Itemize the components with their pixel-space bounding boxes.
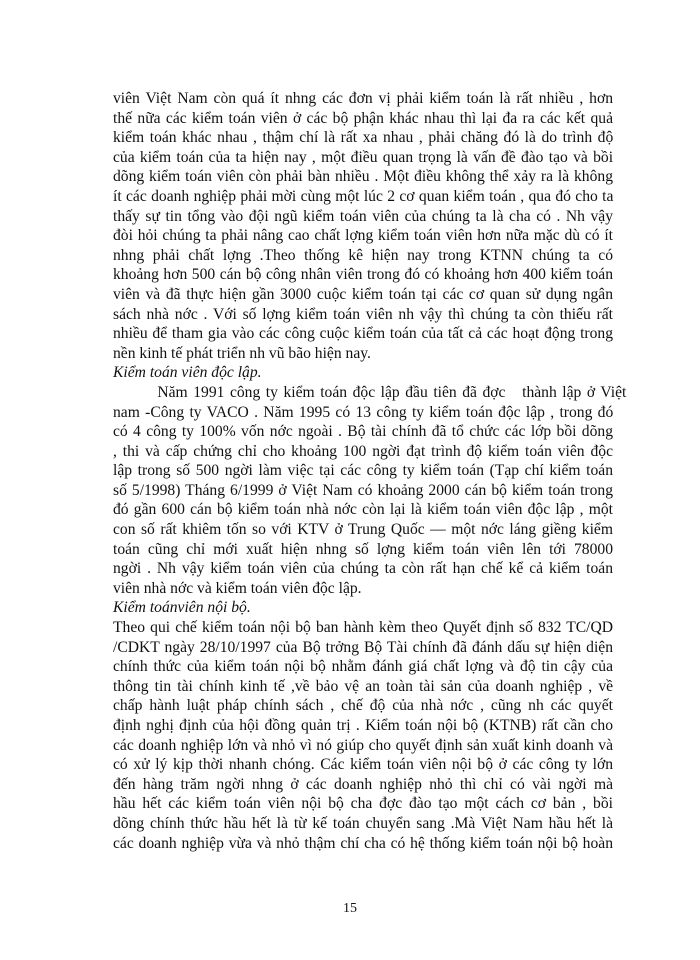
text-line: toán cũng chỉ mới xuất hiện nhng số lợng kiểm toán viên lên tới 78000 [113, 540, 613, 558]
text-line: nhng phải chất lợng .Theo thống kê hiện nay trong KTNN chúng ta có [113, 246, 613, 264]
text-line: khoảng hơn 500 cán bộ công nhân viên trong đó có khoảng hơn 400 kiểm toán [113, 266, 613, 284]
text-line: dõng kiểm toán viên còn phải bàn nhiều . Một điều không thể xảy ra là không [113, 168, 613, 186]
page-number: 15 [343, 901, 357, 916]
text-line: dõng chính thức hầu hết là từ kế toán chuyển sang .Mà Việt Nam hầu hết là [113, 814, 613, 832]
text-line: Năm 1991 công ty kiểm toán độc lập đầu tiên đã đợc thành lập ở Việt [113, 383, 627, 401]
text-line: , thi và cấp chứng chỉ cho khoảng 100 ngời đạt trình độ kiểm toán viên độc [113, 442, 613, 460]
text-line: thông tin tài chính kinh tế ,về bảo vệ an toàn tài sản của doanh nghiệp , về [113, 677, 614, 695]
text-line: hầu hết các kiểm toán viên nội bộ cha đợc đào tạo một cách cơ bản , bồi [113, 795, 613, 813]
text-line: chính thức của kiểm toán nội bộ nhằm đánh giá chất lợng và độ tin cậy của [113, 658, 613, 676]
text-line: viên Việt Nam còn quá ít nhng các đơn vị phải kiểm toán là rất nhiều , hơn [113, 90, 613, 107]
text-line: nam -Công ty VACO . Năm 1995 có 13 công ty kiểm toán độc lập , trong đó [113, 403, 614, 421]
text-line: số 5/1998) Tháng 6/1999 ở Việt Nam có khoảng 2000 cán bộ kiểm toán trong [113, 481, 613, 499]
text-line: chấp hành luật pháp chính sách , chế độ của nhà nớc , cũng nh các quyết [113, 697, 613, 715]
text-line: Theo qui chế kiểm toán nội bộ ban hành kèm theo Quyết định số 832 TC/QD [113, 619, 613, 637]
text-line: nhiều để tham gia vào các công cuộc kiểm toán của tất cả các hoạt động trong [113, 325, 613, 343]
text-line: có xử lý kịp thời nhanh chóng. Các kiểm toán viên nội bộ ở các công ty lớn [113, 756, 613, 774]
text-line: thấy sự tin tổng vào đội ngũ kiểm toán viên của chúng ta là cha có . Nh vậy [113, 207, 613, 225]
text-line: viên nhà nớc và kiểm toán viên độc lập. [113, 579, 362, 597]
text-line: ít các doanh nghiệp phải mời cùng một lúc 2 cơ quan kiểm toán , qua đó cho ta [113, 187, 614, 205]
section-heading-independent-auditors: Kiểm toán viên độc lập. [113, 364, 262, 382]
text-line: các doanh nghiệp lớn và nhỏ vì nó giúp cho quyết định sản xuất kinh doanh và [113, 736, 613, 754]
text-line: các doanh nghiệp vừa và nhỏ thậm chí cha có hệ thống kiểm toán nội bộ hoàn [113, 834, 613, 852]
text-line: lập trong số 500 ngời làm việc tại các công ty kiểm toán (Tạp chí kiểm toán [113, 462, 613, 480]
text-line: của kiểm toán của ta hiện nay , một điều quan trọng là vấn đề đào tạo và bồi [113, 148, 614, 166]
text-line: đến hàng trăm ngời nhng ở các doanh nghiệp nhỏ thì chỉ có vài ngời mà [113, 775, 613, 793]
body-text [113, 89, 627, 853]
text-line: định nghị định của hội đồng quản trị . Kiểm toán nội bộ (KTNB) rất cần cho [113, 717, 613, 734]
text-line: sách nhà nớc . Với số lợng kiểm toán viên nh vậy thì chúng ta còn thiếu rất [113, 305, 613, 323]
text-line: ngời . Nh vậy kiểm toán viên của chúng ta còn rất hạn chế kể cả kiểm toán [113, 560, 613, 578]
text-line: đó gần 600 cán bộ kiểm toán nhà nớc còn lại là kiểm toán viên độc lập , một [113, 501, 613, 519]
text-line: đòi hỏi chúng ta phải nâng cao chất lợng kiểm toán viên hơn nữa mặc dù có ít [113, 227, 613, 245]
text-line: nền kinh tế phát triển nh vũ bão hiện nay. [113, 344, 371, 362]
text-line: /CDKT ngày 28/10/1997 của Bộ trởng Bộ Tài chính đã đánh dấu sự hiện diện [113, 638, 613, 656]
text-line: thế nữa các kiểm toán viên ở các bộ phận khác nhau thì lại đa ra các kết quả [113, 109, 613, 127]
text-line: viên và đã thực hiện gần 3000 cuộc kiểm toán tại các cơ quan sử dụng ngân [113, 285, 614, 303]
section-heading-internal-auditors: Kiểm toánviên nội bộ. [113, 599, 251, 617]
text-line: kiểm toán khác nhau , thậm chí là rất xa nhau , phải chăng đó là do trình độ [113, 129, 614, 147]
text-line: có 4 công ty 100% vốn nớc ngoài . Bộ tài chính đã tổ chức các lớp bồi dõng [113, 423, 613, 441]
text-line: con số rất khiêm tốn so với KTV ở Trung Quốc — một nớc láng giềng kiểm [113, 521, 613, 539]
